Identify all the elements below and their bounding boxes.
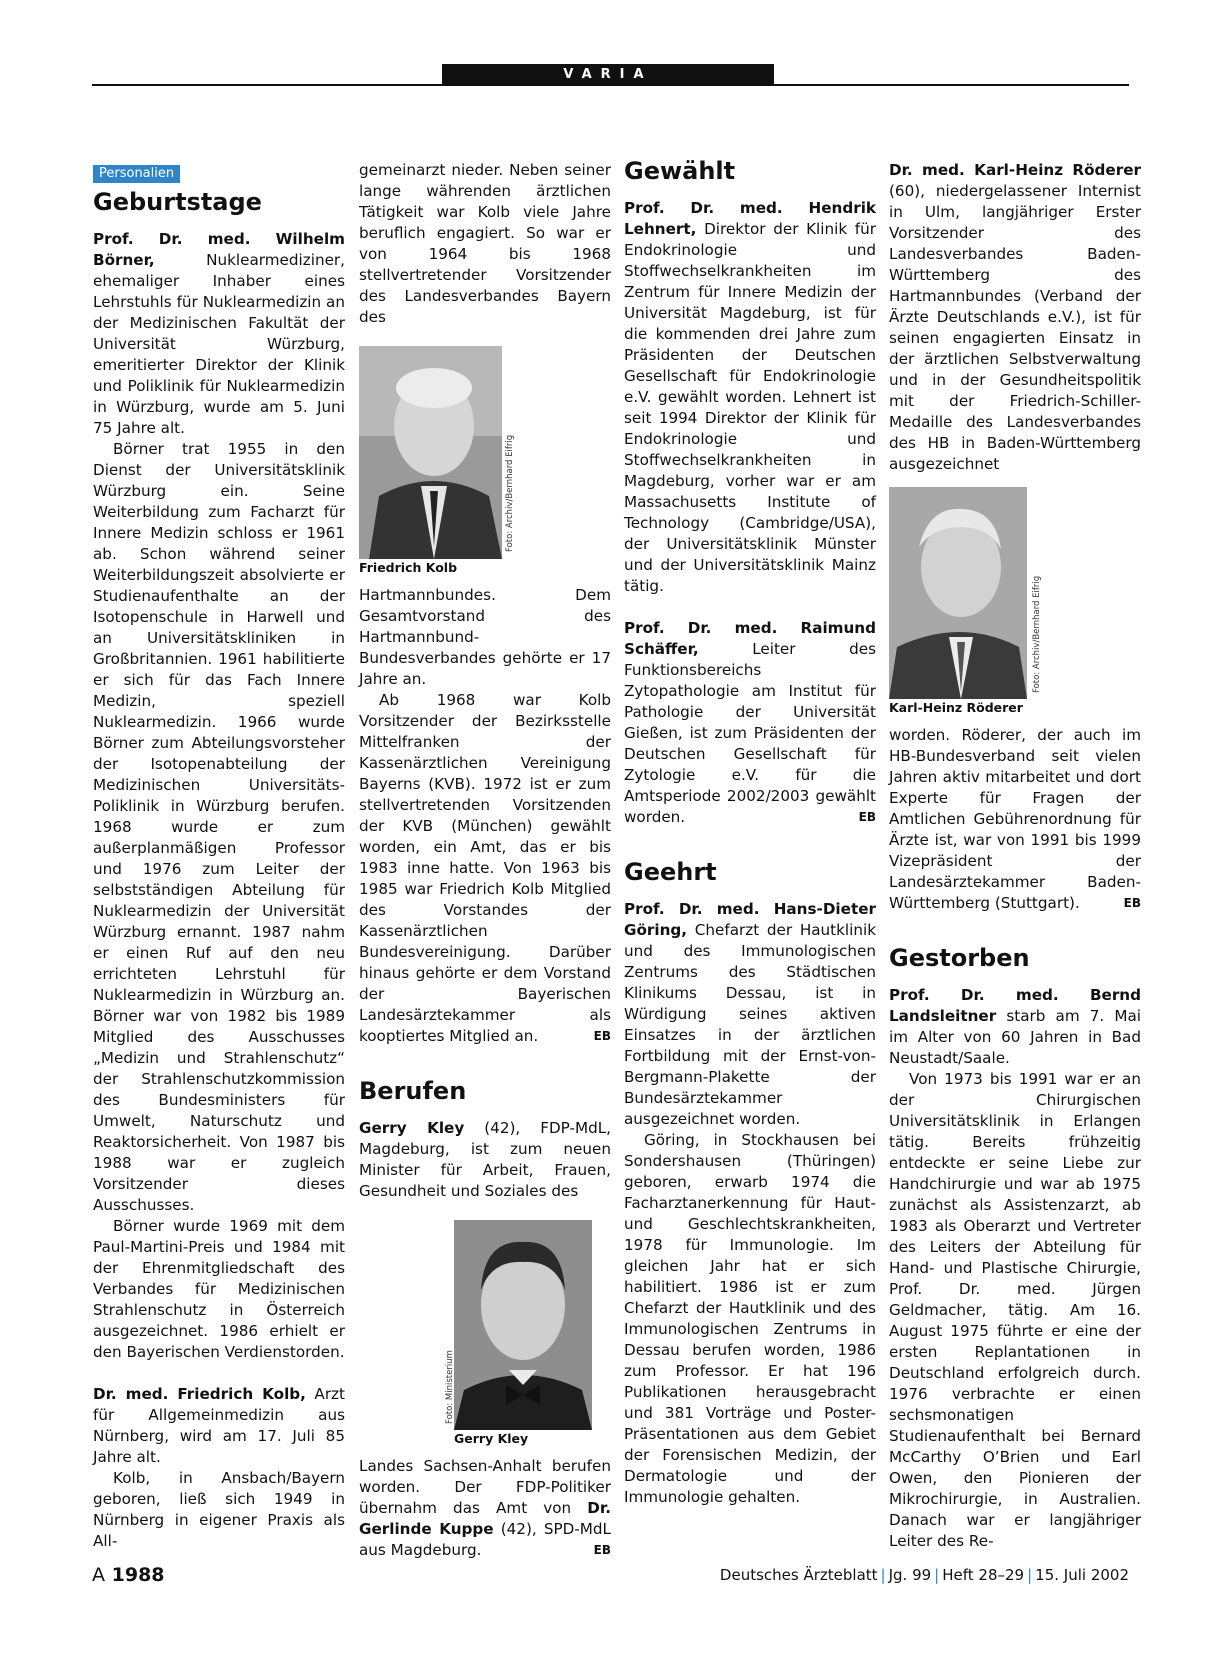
photo-caption: Karl-Heinz Röderer	[889, 700, 1023, 715]
person-name: Dr. Gerlinde Kuppe	[359, 1499, 611, 1538]
paragraph	[624, 899, 876, 1130]
portrait-image	[359, 346, 502, 559]
person-name: Prof. Dr. med. Hendrik Lehnert,	[624, 199, 876, 238]
column-3	[624, 157, 876, 1508]
author-initials: EB	[593, 1543, 611, 1557]
paragraph: Börner trat 1955 in den Dienst der Universitätsklinik Würzburg ein. Seine Weiterbildung zum Facharzt für Innere Medizin schloss er 1961 ab. Schon während seiner Weiterbildungszeit absolvierte er Studienaufenthalte an der Isotopenschule in Harwell und an Universitätskliniken in Großbritannien. 1961 habilitierte er sich für das Fach Innere Medizin, speziell Nuklearmedizin. 1966 wurde Börner zum Abteilungsvorsteher der Isotopenabteilung der Medizinischen Universitäts-Poliklinik in Würzburg berufen. 1968 wurde er zum außerplanmäßigen Professor und 1976 zum Leiter der selbstständigen Abteilung für Nuklearmedizin der Universität Würzburg ernannt. 1987 nahm er einen Ruf auf den neu errichteten Lehrstuhl für Nuklearmedizin in Würzburg an. Börner war von 1982 bis 1989 Mitglied des Ausschusses „Medizin und Strahlenschutz“ der Strahlenschutzkommission des Bundesministers für Umwelt, Naturschutz und Reaktorsicherheit. Von 1987 bis 1988 war er zugleich Vorsitzender dieses Ausschusses.	[93, 440, 345, 1214]
journal-date: 15. Juli 2002	[1035, 1566, 1129, 1584]
paragraph	[93, 1384, 345, 1468]
portrait-image	[454, 1220, 592, 1430]
paragraph-text: (42), SPD-MdL aus Magdeburg.	[359, 1520, 611, 1559]
paragraph-text: starb am 7. Mai im Alter von 60 Jahren in Bad Neustadt/Saale.	[889, 1007, 1141, 1067]
page-number	[92, 1564, 165, 1586]
paragraph-text: Arzt für Allgemeinmedizin aus Nürnberg, wird am 17. Juli 85 Jahre alt.	[93, 1385, 345, 1466]
heading-berufen: Berufen	[359, 1077, 467, 1105]
paragraph: Hartmannbundes. Dem Gesamtvorstand des Hartmannbund-Bundesverbandes gehörte er 17 Jahre an.	[359, 586, 611, 688]
paragraph: Börner wurde 1969 mit dem Paul-Martini-Preis und 1984 mit der Ehrenmitgliedschaft des Verbandes für Medizinischen Strahlenschutz in Österreich ausgezeichnet. 1986 erhielt er den Bayerischen Verdienstorden.	[93, 1217, 345, 1361]
paragraph	[624, 198, 876, 597]
author-initials: EB	[593, 1029, 611, 1043]
heading-gestorben: Gestorben	[889, 944, 1030, 972]
paragraph-text: Leiter des Funktionsbereichs Zytopathologie am Institut für Pathologie der Universität Gießen, ist zum Präsidenten der Deutschen Gesellschaft für Zytologie e.V. für die Amtsperiode 2002/2003 gewählt worden.	[624, 640, 876, 826]
paragraph	[889, 985, 1141, 1069]
journal-info: Deutsches Ärzteblatt | Jg. 99 | Heft 28–29 | 15. Juli 2002	[719, 1566, 1129, 1584]
paragraph	[889, 725, 1141, 914]
person-name: Prof. Dr. med. Bernd Landsleitner	[889, 986, 1141, 1025]
paragraph	[93, 229, 345, 439]
paragraph	[359, 1456, 611, 1561]
author-initials: EB	[1123, 896, 1141, 910]
paragraph-text: (60), niedergelassener Internist in Ulm, langjähriger Erster Vorsitzender des Landesverbandes Baden-Württemberg des Hartmannbundes (Verband der Ärzte Deutschlands e.V.), ist für seinen engagierten Einsatz in der ärztlichen Selbstverwaltung und in der Gesundheitspolitik mit der Friedrich-Schiller-Medaille des Landesverbandes des HB in Baden-Württemberg ausgezeichnet	[889, 182, 1141, 473]
page-prefix: A	[92, 1564, 105, 1586]
paragraph-text: Ab 1968 war Kolb Vorsitzender der Bezirksstelle Mittelfranken der Kassenärztlichen Vereinigung Bayerns (KVB). 1972 ist er zum stellvertretenden Vorsitzenden der KVB (München) gewählt worden, ein Amt, das er bis 1983 inne hatte. Von 1963 bis 1985 war Friedrich Kolb Mitglied des Vorstandes der Kassenärztlichen Bundesvereinigung. Darüber hinaus gehörte er dem Vorstand der Bayerischen Landesärztekammer als kooptiertes Mitglied an.	[359, 691, 611, 1045]
column-1	[93, 160, 345, 1552]
paragraph: Göring, in Stockhausen bei Sondershausen (Thüringen) geboren, erwarb 1974 die Facharztanerkennung für Haut- und Geschlechtskrankheiten, 1978 für Immunologie. Im gleichen Jahr hat er sich habilitiert. 1986 ist er zum Chefarzt der Hautklinik und des Immunologischen Zentrums in Dessau berufen worden, 1986 zum Professor. Er hat 196 Publikationen herausgebracht und 381 Vorträge und Poster-Präsentationen aus dem Gebiet der Forensischen Medizin, der Dermatologie und der Immunologie gehalten.	[624, 1131, 876, 1506]
photo-credit: Foto: Ministerium	[445, 1350, 455, 1424]
journal-name: Deutsches Ärzteblatt	[719, 1566, 878, 1584]
photo-caption: Friedrich Kolb	[359, 560, 458, 575]
category-tag: Personalien	[93, 165, 180, 183]
paragraph	[359, 690, 611, 1047]
paragraph	[889, 160, 1141, 475]
heading-geburtstage: Geburtstage	[93, 188, 262, 216]
person-name: Dr. med. Friedrich Kolb,	[93, 1385, 306, 1403]
photo-roederer	[889, 487, 1141, 717]
photo-kley	[445, 1220, 611, 1448]
paragraph-text: worden. Röderer, der auch im HB-Bundesverband seit vielen Jahren aktiv mitarbeitet und dort Experte für Fragen der Amtlichen Gebührenordnung für Ärzte ist, war von 1991 bis 1999 Vizepräsident der Landesärztekammer Baden-Württemberg (Stuttgart).	[889, 726, 1141, 912]
paragraph-text: Direktor der Klinik für Endokrinologie und Stoffwechselkrankheiten im Zentrum für Innere Medizin der Universität Magdeburg, ist für die kommenden drei Jahre zum Präsidenten der Deutschen Gesellschaft für Endokrinologie e.V. gewählt worden. Lehnert ist seit 1994 Direktor der Klinik für Endokrinologie und Stoffwechselkrankheiten in Magdeburg, vorher war er am Massachusetts Institute of Technology (Cambridge/USA), der Universitätsklinik Münster und der Universitätsklinik Mainz tätig.	[624, 220, 876, 595]
photo-kolb	[359, 346, 611, 577]
paragraph-text: Chefarzt der Hautklinik und des Immunologischen Zentrums des Städtischen Klinikums Dessau, ist in Würdigung seines aktiven Einsatzes in der ärztlichen Fortbildung mit der Ernst-von-Bergmann-Plakette der Bundesärztekammer ausgezeichnet worden.	[624, 921, 876, 1128]
paragraph-text: Landes Sachsen-Anhalt berufen worden. Der FDP-Politiker übernahm das Amt von	[359, 1457, 611, 1517]
person-name: Dr. med. Karl-Heinz Röderer	[889, 161, 1141, 179]
person-name: Gerry Kley	[359, 1119, 465, 1137]
paragraph: gemeinarzt nieder. Neben seiner lange währenden ärztlichen Tätigkeit war Kolb viele Jahre beruflich engagiert. So war er von 1964 bis 1968 stellvertretender Vorsitzender des Landesverbandes Bayern des	[359, 161, 611, 326]
paragraph	[624, 618, 876, 828]
heading-geehrt: Geehrt	[624, 858, 717, 886]
paragraph	[359, 1118, 611, 1202]
paragraph: Kolb, in Ansbach/Bayern geboren, ließ sich 1949 in Nürnberg in eigener Praxis als All-	[93, 1469, 345, 1550]
photo-credit: Foto: Archiv/Bernhard Eifrig	[505, 434, 515, 552]
page-number-value: 1988	[111, 1564, 165, 1586]
journal-volume: Jg. 99	[888, 1566, 932, 1584]
person-name: Prof. Dr. med. Wilhelm Börner,	[93, 230, 345, 269]
column-4	[889, 160, 1141, 1552]
photo-caption: Gerry Kley	[454, 1431, 529, 1446]
paragraph-text: Nuklearmediziner, ehemaliger Inhaber eines Lehrstuhls für Nuklearmedizin an der Medizinischen Fakultät der Universität Würzburg, emeritierter Direktor der Klinik und Poliklinik für Nuklearmedizin in Würzburg, wurde am 5. Juni 75 Jahre alt.	[93, 251, 345, 437]
paragraph: Von 1973 bis 1991 war er an der Chirurgischen Universitätsklinik in Erlangen tätig. Bereits frühzeitig entdeckte er seine Liebe zur Handchirurgie und war ab 1975 zunächst als Assistenzarzt, ab 1983 als Oberarzt und Vertreter des Leiters der Abteilung für Hand- und Plastische Chirurgie, Prof. Dr. med. Jürgen Geldmacher, tätig. Am 16. August 1975 führte er eine der ersten Replantationen in Deutschland erfolgreich durch. 1976 verbrachte er einen sechsmonatigen Studienaufenthalt bei Bernard McCarthy O’Brien und Earl Owen, den Pionieren der Mikrochirurgie, in Australien. Danach war er langjähriger Leiter des Re-	[889, 1070, 1141, 1550]
heading-gewaehlt: Gewählt	[624, 157, 736, 185]
person-name: Prof. Dr. med. Hans-Dieter Göring,	[624, 900, 876, 939]
author-initials: EB	[858, 810, 876, 824]
column-2	[359, 160, 611, 1561]
portrait-image	[889, 487, 1027, 699]
photo-credit: Foto: Archiv/Bernhard Eifrig	[1032, 575, 1042, 693]
person-name: Prof. Dr. med. Raimund Schäffer,	[624, 619, 876, 658]
journal-issue: Heft 28–29	[942, 1566, 1025, 1584]
paragraph-text: (42), FDP-MdL, Magdeburg, ist zum neuen Minister für Arbeit, Frauen, Gesundheit und Soziales des	[359, 1119, 611, 1200]
section-banner: VARIA	[442, 64, 774, 85]
